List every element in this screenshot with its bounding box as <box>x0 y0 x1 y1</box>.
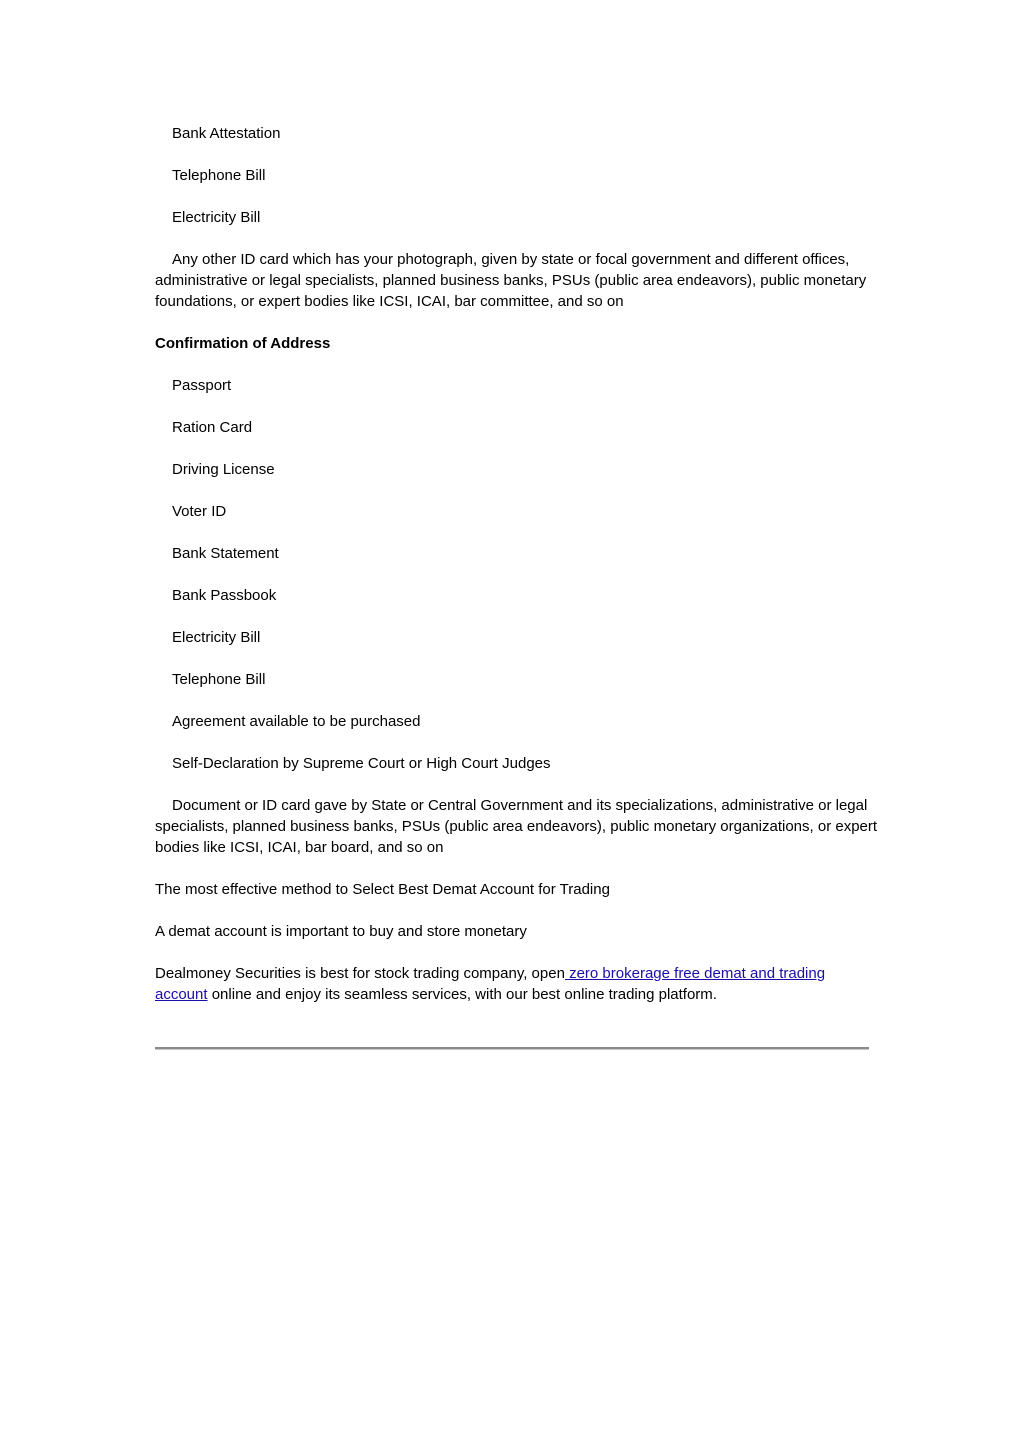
promo-text-after: online and enjoy its seamless services, with our best online trading platform. <box>207 986 717 1003</box>
list-item: Any other ID card which has your photograph, given by state or focal government and different offices, administrative or legal specialists, planned business banks, PSUs (public area endeavors), public monetary foundations, or expert bodies like ICSI, ICAI, bar committee, and so on <box>155 251 867 310</box>
horizontal-divider <box>155 1047 869 1050</box>
list-item: Driving License <box>172 461 275 478</box>
list-item: Telephone Bill <box>172 167 266 184</box>
document-body <box>155 123 880 1026</box>
list-item: Voter ID <box>172 503 227 520</box>
list-item: Bank Passbook <box>172 587 277 604</box>
importance-paragraph: A demat account is important to buy and store monetary <box>155 923 527 940</box>
list-item: Telephone Bill <box>172 671 266 688</box>
list-item: Ration Card <box>172 419 253 436</box>
promo-text-before: Dealmoney Securities is best for stock trading company, open <box>155 965 565 982</box>
list-item: Agreement available to be purchased <box>172 713 421 730</box>
list-item: Bank Statement <box>172 545 279 562</box>
list-item: Passport <box>172 377 232 394</box>
list-item: Bank Attestation <box>172 125 281 142</box>
demat-account-link[interactable]: zero brokerage free demat and trading account <box>155 965 826 1003</box>
section-heading: Confirmation of Address <box>155 335 331 352</box>
list-item: Document or ID card gave by State or Central Government and its specializations, administrative or legal specialists, planned business banks, PSUs (public area endeavors), public monetary organizations, or expert bodies like ICSI, ICAI, bar board, and so on <box>155 797 878 856</box>
list-item: Electricity Bill <box>172 629 261 646</box>
promo-paragraph <box>155 963 880 1005</box>
list-item: Self-Declaration by Supreme Court or High Court Judges <box>172 755 551 772</box>
method-paragraph: The most effective method to Select Best Demat Account for Trading <box>155 881 610 898</box>
list-item: Electricity Bill <box>172 209 261 226</box>
